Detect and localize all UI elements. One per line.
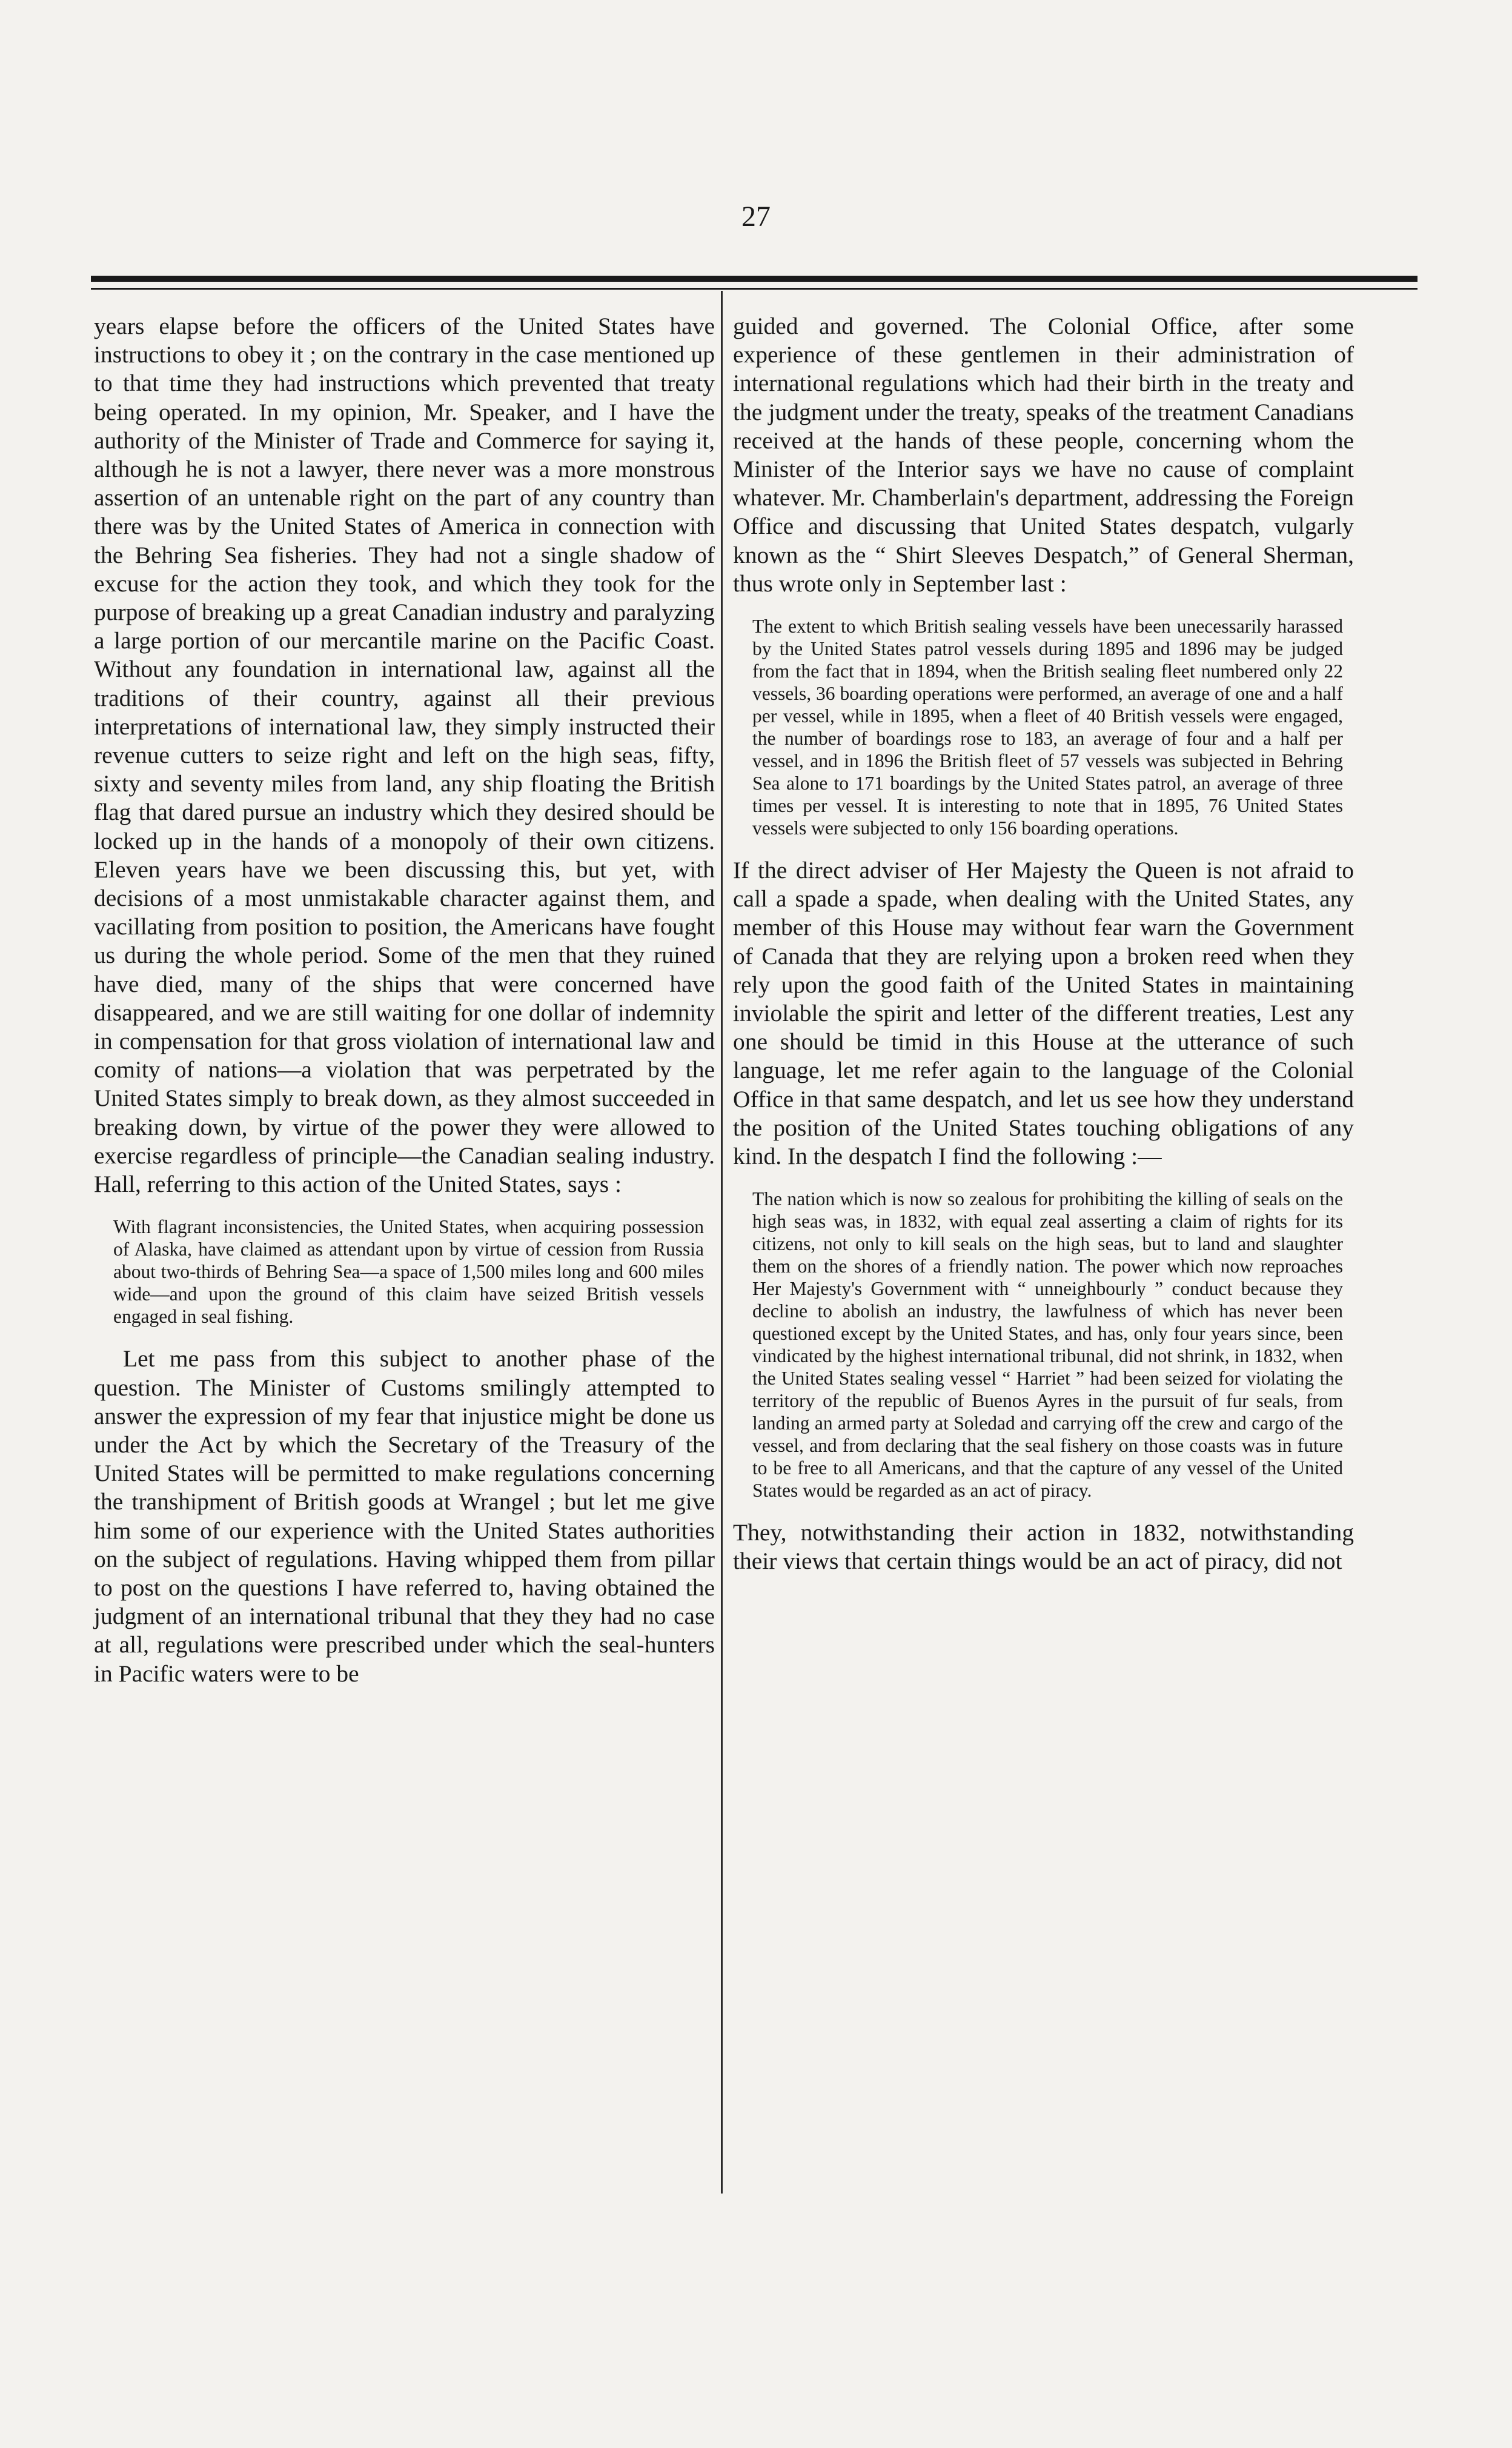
right-quote-2: The nation which is now so zealous for prohibiting the killing of seals on the high seas was, in 1832, with equal zeal asserting a claim of rights for its citizens, not only to kill seals on the high seas, but to land and slaughter them on the shores of a friendly nation. The power which now reproaches Her Majesty's Government with “ unneighbourly ” conduct because they decline to abolish an industry, the lawfulness of which has never been questioned except by the United States, and has, only four years since, been vindicated by the highest international tribunal, did not shrink, in 1832, when the United States sealing vessel “ Harriet ” had been seized for violating the territory of the republic of Buenos Ayres in the pursuit of fur seals, from landing an armed party at Soledad and carrying off the crew and cargo of the vessel, and from declaring that the seal fishery on those coasts was in future to be free to all Americans, and that the capture of any vessel of the United States would be regarded as an act of piracy. — [752, 1188, 1343, 1502]
right-paragraph-2: If the direct adviser of Her Majesty the Queen is not afraid to call a spade a spade, when dealing with the United States, any member of this House may without fear warn the Government of Canada that they are relying upon a broken reed when they rely upon the good faith of the United States in maintaining inviolable the spirit and letter of the different treaties, Lest any one should be timid in this House at the utterance of such language, let me refer again to the language of the Colonial Office in that same despatch, and let us see how they understand the position of the United States touching obligations of any kind. In the despatch I find the following :— — [733, 857, 1354, 1170]
right-quote-1: The extent to which British sealing vessels have been unecessarily harassed by the United States patrol vessels during 1895 and 1896 may be judged from the fact that in 1894, when the British sealing fleet numbered only 22 vessels, 36 boarding operations were performed, an average of one and a half per vessel, while in 1895, when a fleet of 40 British vessels were engaged, the number of boardings rose to 183, an average of four and a half per vessel, and in 1896 the British fleet of 57 vessels was subjected in Behring Sea alone to 171 boardings by the United States patrol, an average of three times per vessel. It is interesting to note that in 1895, 76 United States vessels were subjected to only 156 boarding operations. — [752, 616, 1343, 839]
right-paragraph-3: They, notwithstanding their action in 1832, notwithstanding their views that certain things would be an act of piracy, did not — [733, 1519, 1354, 1575]
left-paragraph-1: years elapse before the officers of the United States have instructions to obey it ; on the contrary in the case mentioned up to that time they had instructions which prevented that treaty being operated. In my opinion, Mr. Speaker, and I have the authority of the Minister of Trade and Commerce for saying it, although he is not a lawyer, there never was a more monstrous assertion of an untenable right on the part of any country than there was by the United States of America in connection with the Behring Sea fisheries. They had not a single shadow of excuse for the action they took, and which they took for the purpose of breaking up a great Canadian industry and paralyzing a large portion of our mercantile marine on the Pacific Coast. Without any foundation in international law, against all the traditions of their country, against all their previous interpretations of international law, they simply instructed their revenue cutters to seize right and left on the high seas, fifty, sixty and seventy miles from land, any ship floating the British flag that dared pursue an industry which they desired should be locked up in the hands of a monopoly of their own citizens. Eleven years have we been discussing this, but yet, with decisions of a most unmistakable character against them, and vacillating from position to position, the Americans have fought us during the whole period. Some of the men that they ruined have died, many of the ships that were concerned have disappeared, and we are still waiting for one dollar of indemnity in compensation for that gross violation of international law and comity of nations—a violation that was perpetrated by the United States simply to break down, as they almost succeeded in breaking down, by virtue of the power they were allowed to exercise regardless of principle—the Canadian sealing industry. Hall, referring to this action of the United States, says : — [94, 313, 715, 1198]
header-rule-thin — [91, 288, 1418, 290]
page-number: 27 — [741, 201, 771, 233]
right-column — [733, 312, 1354, 1576]
column-divider — [721, 291, 723, 2194]
left-paragraph-2: Let me pass from this subject to another phase of the question. The Minister of Customs smilingly attempted to answer the expression of my fear that injustice might be done us under the Act by which the Secretary of the Treasury of the United States will be permitted to make regulations concerning the transhipment of British goods at Wrangel ; but let me give him some of our experience with the United States authorities on the subject of regulations. Having whipped them from pillar to post on the questions I have referred to, having obtained the judgment of an international tribunal that they they had no case at all, regulations were prescribed under which the seal-hunters in Pacific waters were to be — [94, 1345, 715, 1687]
left-quote-1: With flagrant inconsistencies, the United States, when acquiring possession of Alaska, have claimed as attendant upon by virtue of cession from Russia about two-thirds of Behring Sea—a space of 1,500 miles long and 600 miles wide—and upon the ground of this claim have seized British vessels engaged in seal fishing. — [113, 1216, 704, 1328]
header-rule-thick — [91, 276, 1418, 282]
left-column — [94, 312, 715, 1688]
right-paragraph-1: guided and governed. The Colonial Office, after some experience of these gentlemen in their administration of international regulations which had their birth in the treaty and the judgment under the treaty, speaks of the treatment Canadians received at the hands of these people, concerning whom the Minister of the Interior says we have no cause of complaint whatever. Mr. Chamberlain's department, addressing the Foreign Office and discussing that United States despatch, vulgarly known as the “ Shirt Sleeves Despatch,” of General Sherman, thus wrote only in September last : — [733, 313, 1354, 597]
